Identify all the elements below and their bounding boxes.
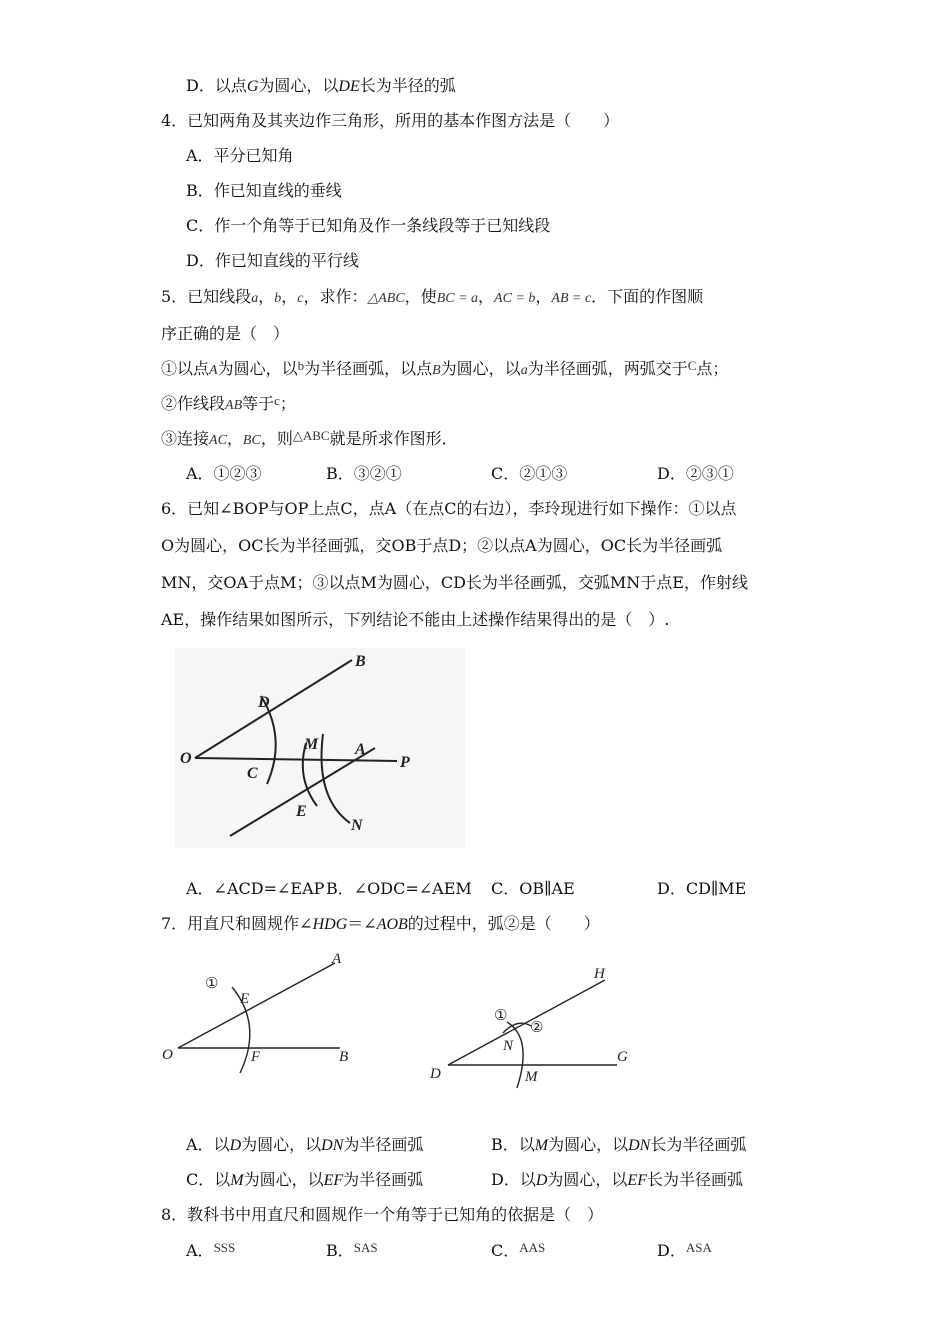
var-b: b xyxy=(297,358,305,373)
q8-stem: 8．教科书中用直尺和圆规作一个角等于已知角的依据是（ ） xyxy=(161,1205,604,1224)
circle-1: ① xyxy=(205,976,219,992)
point-a: A xyxy=(209,363,218,378)
triangle-abc: △ABC xyxy=(367,291,405,306)
q5-step2 xyxy=(161,393,296,417)
q4-stem: 4．已知两角及其夹边作三角形，所用的基本作图方法是（ ） xyxy=(161,111,620,130)
text: D． xyxy=(657,1241,686,1260)
text: 点； xyxy=(696,359,729,378)
text: A． xyxy=(186,1241,214,1260)
text: 等于 xyxy=(242,394,275,413)
eq-ac: AC = b xyxy=(494,291,536,306)
text: 的过程中，弧②是（ ） xyxy=(407,914,600,933)
text: 为半径画弧 xyxy=(343,1170,424,1189)
option-value: SAS xyxy=(353,1240,378,1255)
q8-option-c xyxy=(491,1240,545,1263)
figure-background xyxy=(175,648,465,848)
text: 为圆心，以 xyxy=(243,1170,324,1189)
text: ， xyxy=(258,287,275,306)
point-c: C xyxy=(687,358,697,373)
text: ， xyxy=(535,287,552,306)
label-a: A xyxy=(332,951,342,967)
q8-option-d xyxy=(657,1240,712,1263)
q6-stem-line2: O为圆心，OC长为半径画弧，交OB于点D；②以点A为圆心，OC长为半径画弧 xyxy=(161,536,723,555)
text: C．以 xyxy=(186,1170,231,1189)
var-c: c xyxy=(274,393,280,408)
q4-option-a: A．平分已知角 xyxy=(186,146,294,165)
text: 为圆心，以 xyxy=(241,1135,322,1154)
text: ②作线段 xyxy=(161,394,226,413)
text: D．以 xyxy=(491,1170,536,1189)
q7-option-c xyxy=(186,1169,423,1192)
q5-option-d: D．②③① xyxy=(657,464,734,483)
label-p: P xyxy=(400,754,410,771)
q5-option-c: C．②①③ xyxy=(491,464,568,483)
q6-option-a: A．∠ACD=∠EAP xyxy=(186,879,325,898)
q7-figure-aob xyxy=(155,945,370,1080)
text: 长为半径画弧 xyxy=(646,1170,743,1189)
label-h: H xyxy=(594,966,605,982)
q6-figure xyxy=(175,648,465,848)
q5-stem-line2: 序正确的是（ ） xyxy=(161,324,290,343)
label-f: F xyxy=(251,1049,261,1065)
q6-stem-line1: 6．已知∠BOP与OP上点C，点A（在点C的右边），李玲现进行如下操作：①以点 xyxy=(161,499,737,518)
ray-oa xyxy=(178,963,335,1048)
text: 为圆心，以 xyxy=(547,1170,628,1189)
text: A．以 xyxy=(186,1135,230,1154)
text: 为圆心，以 xyxy=(548,1135,629,1154)
segment-bc: BC xyxy=(242,433,261,448)
q6-option-b: B．∠ODC=∠AEM xyxy=(326,879,472,898)
text: ，使 xyxy=(404,287,437,306)
q5-option-b: B．③②① xyxy=(326,464,402,483)
circle-1: ① xyxy=(494,1008,508,1024)
text: 长为半径画弧 xyxy=(650,1135,747,1154)
text: 5．已知线段 xyxy=(161,287,252,306)
text: ＝∠ xyxy=(347,914,377,933)
q6-option-c: C．OB∥AE xyxy=(491,879,575,898)
var-a: a xyxy=(251,291,259,306)
label-o: O xyxy=(162,1047,173,1063)
label-e: E xyxy=(296,803,307,820)
text: ，则 xyxy=(260,429,293,448)
label-m: M xyxy=(304,736,319,753)
label-b: B xyxy=(339,1049,349,1065)
q5-step1 xyxy=(161,358,728,382)
q7-option-d xyxy=(491,1169,743,1192)
var-c: c xyxy=(297,291,304,306)
option-value: SSS xyxy=(213,1240,236,1255)
q7-option-a xyxy=(186,1134,423,1157)
q7-option-b xyxy=(491,1134,746,1157)
label-a: A xyxy=(355,741,366,758)
q6-option-d: D．CD∥ME xyxy=(657,879,747,898)
q5-stem-line1 xyxy=(161,286,703,310)
text: 为圆心，以 xyxy=(217,359,298,378)
q8-option-b xyxy=(326,1240,378,1263)
text: 为圆心，以 xyxy=(440,359,521,378)
text: 为半径画弧，两弧交于 xyxy=(527,359,688,378)
text: ， xyxy=(226,429,243,448)
text: ．下面的作图顺 xyxy=(591,287,704,306)
label-c: C xyxy=(247,765,258,782)
segment-ac: AC xyxy=(209,433,227,448)
label-b: B xyxy=(355,653,366,670)
text: 为圆心，以 xyxy=(258,76,339,95)
text: ③连接 xyxy=(161,429,210,448)
text: 长为半径的弧 xyxy=(359,76,456,95)
label-o: O xyxy=(180,750,192,767)
point-d: D xyxy=(229,1137,242,1154)
q4-option-c: C．作一个角等于已知角及作一条线段等于已知线段 xyxy=(186,216,551,235)
label-n: N xyxy=(351,817,363,834)
q4-option-d: D．作已知直线的平行线 xyxy=(186,251,359,270)
text: ，求作： xyxy=(303,287,368,306)
segment-dn: DN xyxy=(628,1137,651,1154)
text: 为半径画弧，以点 xyxy=(304,359,433,378)
text: ， xyxy=(281,287,298,306)
q4-option-b: B．作已知直线的垂线 xyxy=(186,181,342,200)
var-a: a xyxy=(520,363,528,378)
text: 就是所求作图形． xyxy=(329,429,458,448)
point-d: D xyxy=(535,1172,548,1189)
text: B． xyxy=(326,1241,354,1260)
q6-stem-line4: AE，操作结果如图所示，下列结论不能由上述操作结果得出的是（ ）. xyxy=(161,610,670,629)
segment-dn: DN xyxy=(321,1137,344,1154)
angle-aob: AOB xyxy=(376,916,408,933)
eq-bc: BC = a xyxy=(436,291,479,306)
text: 7．用直尺和圆规作∠ xyxy=(161,914,313,933)
segment-ab: AB xyxy=(225,398,243,413)
segment-ef: EF xyxy=(627,1172,647,1189)
eq-ab: AB = c xyxy=(551,291,592,306)
q8-option-a xyxy=(186,1240,235,1263)
point-m: M xyxy=(534,1137,549,1154)
angle-hdg: HDG xyxy=(312,916,348,933)
text: ， xyxy=(478,287,495,306)
triangle-abc: △ABC xyxy=(292,428,330,443)
point-g: G xyxy=(246,78,259,95)
label-m: M xyxy=(525,1069,538,1085)
option-value: ASA xyxy=(685,1240,712,1255)
text: D．以点 xyxy=(186,76,247,95)
text: B．以 xyxy=(491,1135,535,1154)
segment-ef: EF xyxy=(323,1172,344,1189)
text: ； xyxy=(279,394,296,413)
text: 为半径画弧 xyxy=(343,1135,424,1154)
ray-dh xyxy=(448,980,605,1065)
q5-step3 xyxy=(161,428,458,452)
q6-stem-line3: MN，交OA于点M；③以点M为圆心，CD长为半径画弧，交弧MN于点E，作射线 xyxy=(161,573,748,592)
point-b: B xyxy=(432,363,441,378)
label-d: D xyxy=(430,1066,441,1082)
q5-option-a: A．①②③ xyxy=(186,464,262,483)
option-value: AAS xyxy=(519,1240,546,1255)
label-d: D xyxy=(258,694,270,711)
var-b: b xyxy=(274,291,282,306)
text: C． xyxy=(491,1241,520,1260)
label-e: E xyxy=(240,991,250,1007)
segment-de: DE xyxy=(338,78,360,95)
q7-stem xyxy=(161,913,600,936)
label-n: N xyxy=(503,1038,514,1054)
circle-2: ② xyxy=(530,1020,544,1036)
label-g: G xyxy=(617,1049,628,1065)
text: ①以点 xyxy=(161,359,210,378)
q7-figure-hdg xyxy=(425,958,640,1090)
q3-option-d xyxy=(186,75,456,98)
point-m: M xyxy=(230,1172,244,1189)
